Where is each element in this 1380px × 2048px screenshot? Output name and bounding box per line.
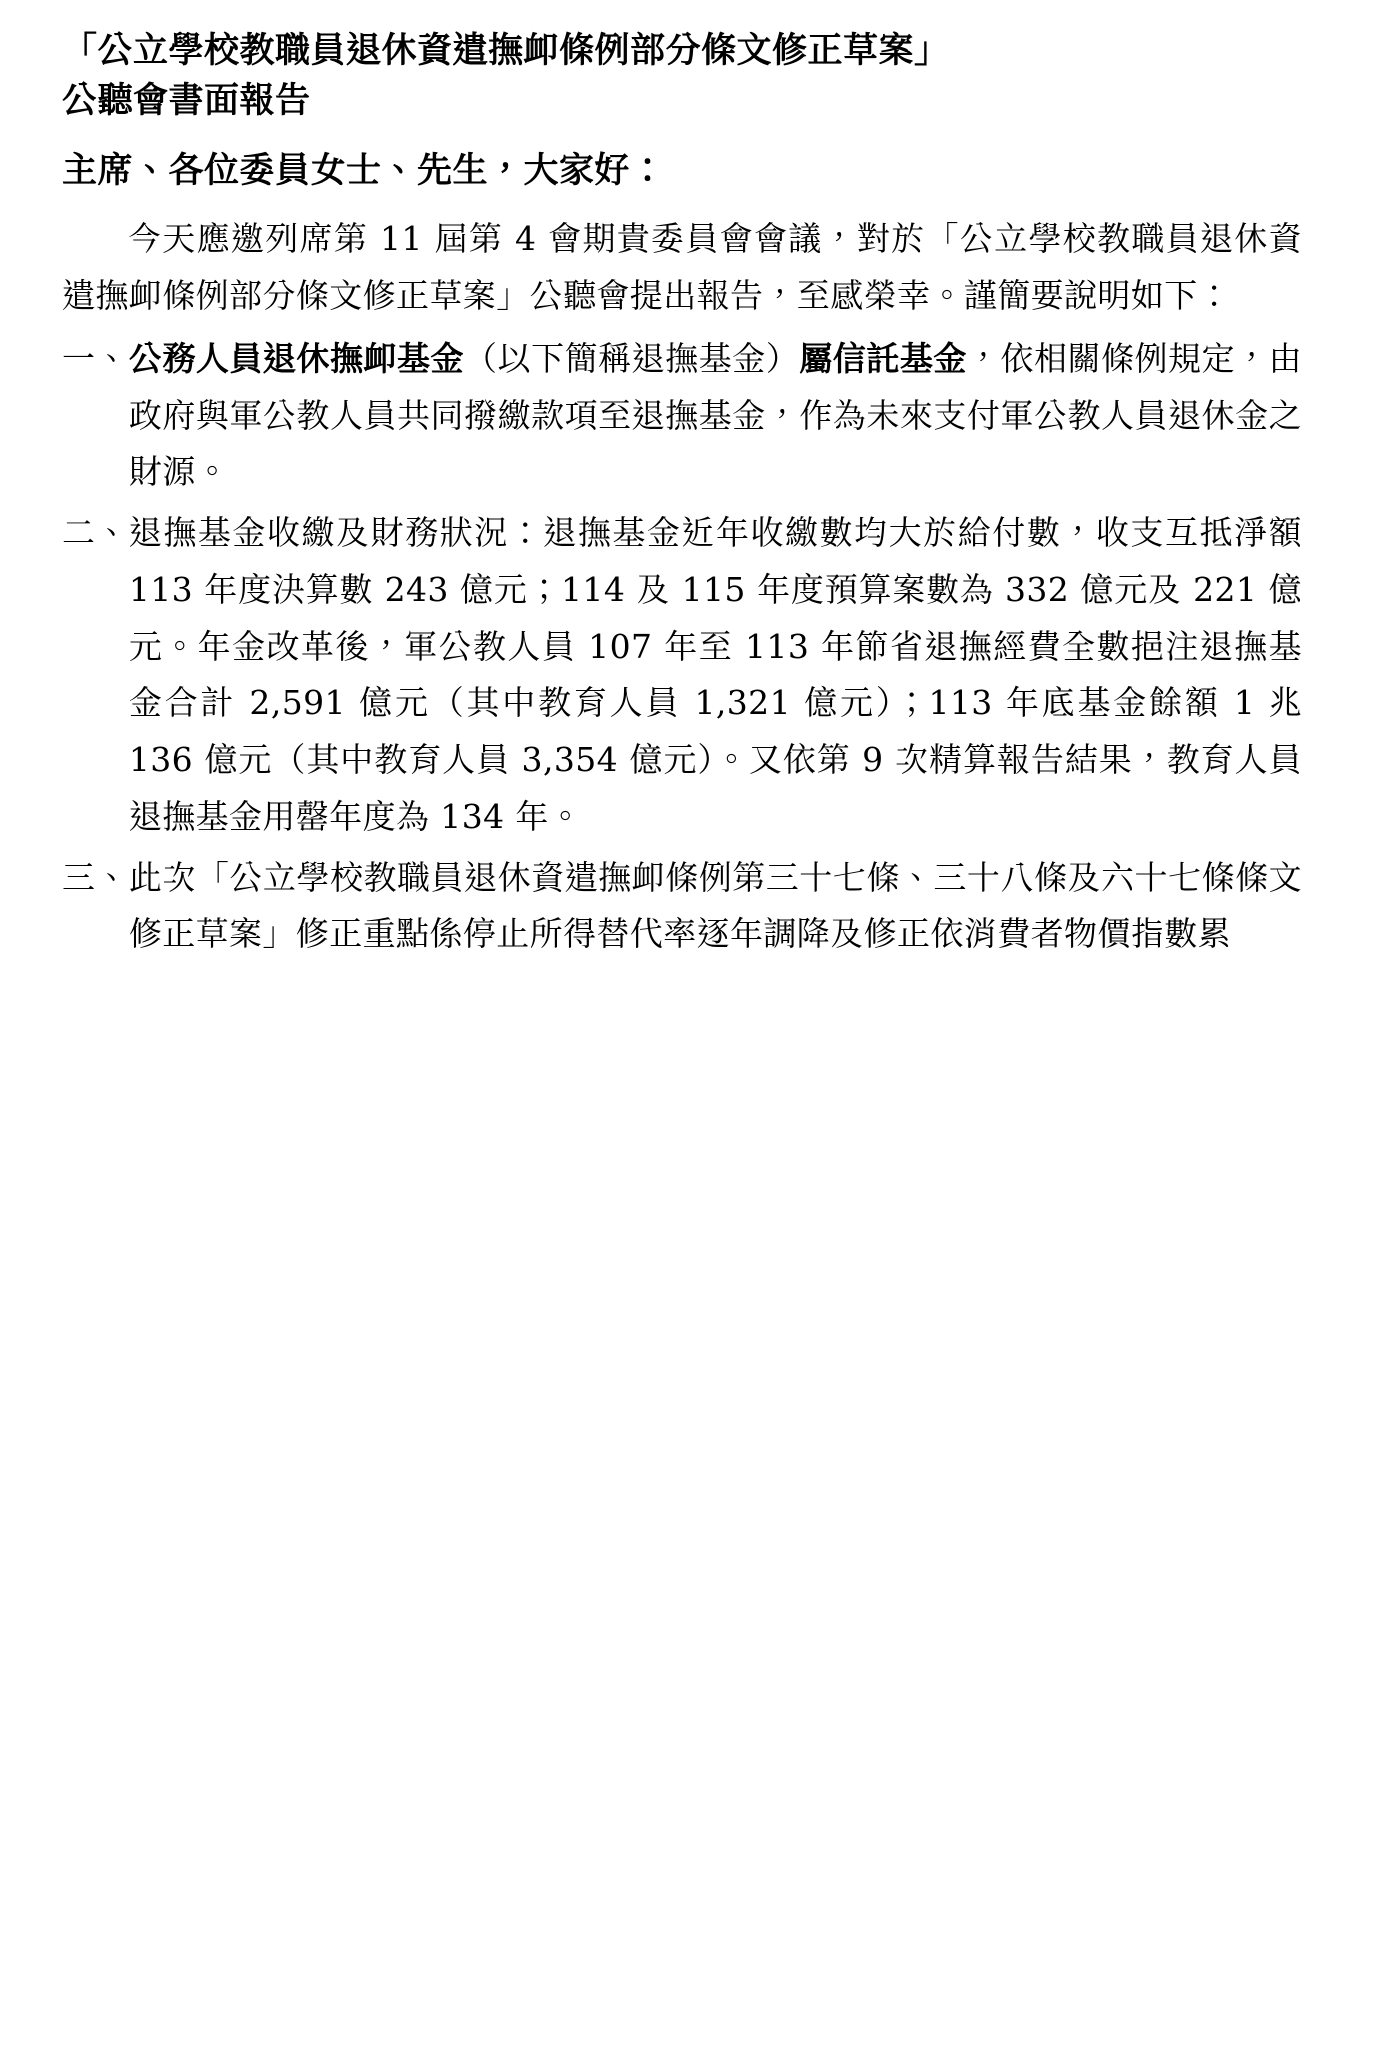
- page-title-line-2: 公聽會書面報告: [62, 80, 311, 122]
- list-item-body: [129, 331, 1302, 501]
- list-item-text-rest: ，依相關條例規定，由政府與軍公教人員共同撥繳款項至退撫基金，作為未來支付軍公教人員退休金之財源。: [128, 338, 1303, 492]
- intro-paragraph: 今天應邀列席第 11 屆第 4 會期貴委員會會議，對於「公立學校教職員退休資遣撫卹條例部分條文修正草案」公聽會提出報告，至感榮幸。謹簡要說明如下：: [62, 219, 1302, 316]
- list-item-bold-lead: 公務人員退休撫卹基金: [128, 338, 465, 378]
- page-title-line-1: 「公立學校教職員退休資遣撫卹條例部分條文修正草案」: [62, 30, 950, 71]
- page-title: [62, 26, 1302, 127]
- salutation: 主席、各位委員女士、先生，大家好：: [62, 149, 666, 191]
- list-item-bold-lead-2: 屬信託基金: [799, 338, 967, 378]
- list-item: [62, 850, 1302, 964]
- list-item: [62, 505, 1302, 846]
- list-item-text-1: （以下簡稱退撫基金）: [464, 338, 800, 378]
- list-item-body: 退撫基金收繳及財務狀況：退撫基金近年收繳數均大於給付數，收支互抵淨額 113 年度決算數 243 億元；114 及 115 年度預算案數為 332 億元及 221 億元。年金改革後，軍公教人員 107 年至 113 年節省退撫經費全數挹注退撫基金合計 2,591 億元（其中教育人員 1,321 億元）；113 年底基金餘額 1 兆 136 億元（其中教育人員 3,354 億元）。又依第 9 次精算報告結果，教育人員退撫基金用罄年度為 134 年。: [128, 513, 1302, 836]
- list-item-marker: 一、: [62, 338, 129, 378]
- list-item-body: 此次「公立學校教職員退休資遣撫卹條例第三十七條、三十八條及六十七條條文修正草案」修正重點係停止所得替代率逐年調降及修正依消費者物價指數累: [128, 857, 1302, 954]
- list-item-marker: 二、: [62, 513, 129, 553]
- list-item-marker: 三、: [62, 857, 129, 897]
- list-item: [62, 331, 1302, 501]
